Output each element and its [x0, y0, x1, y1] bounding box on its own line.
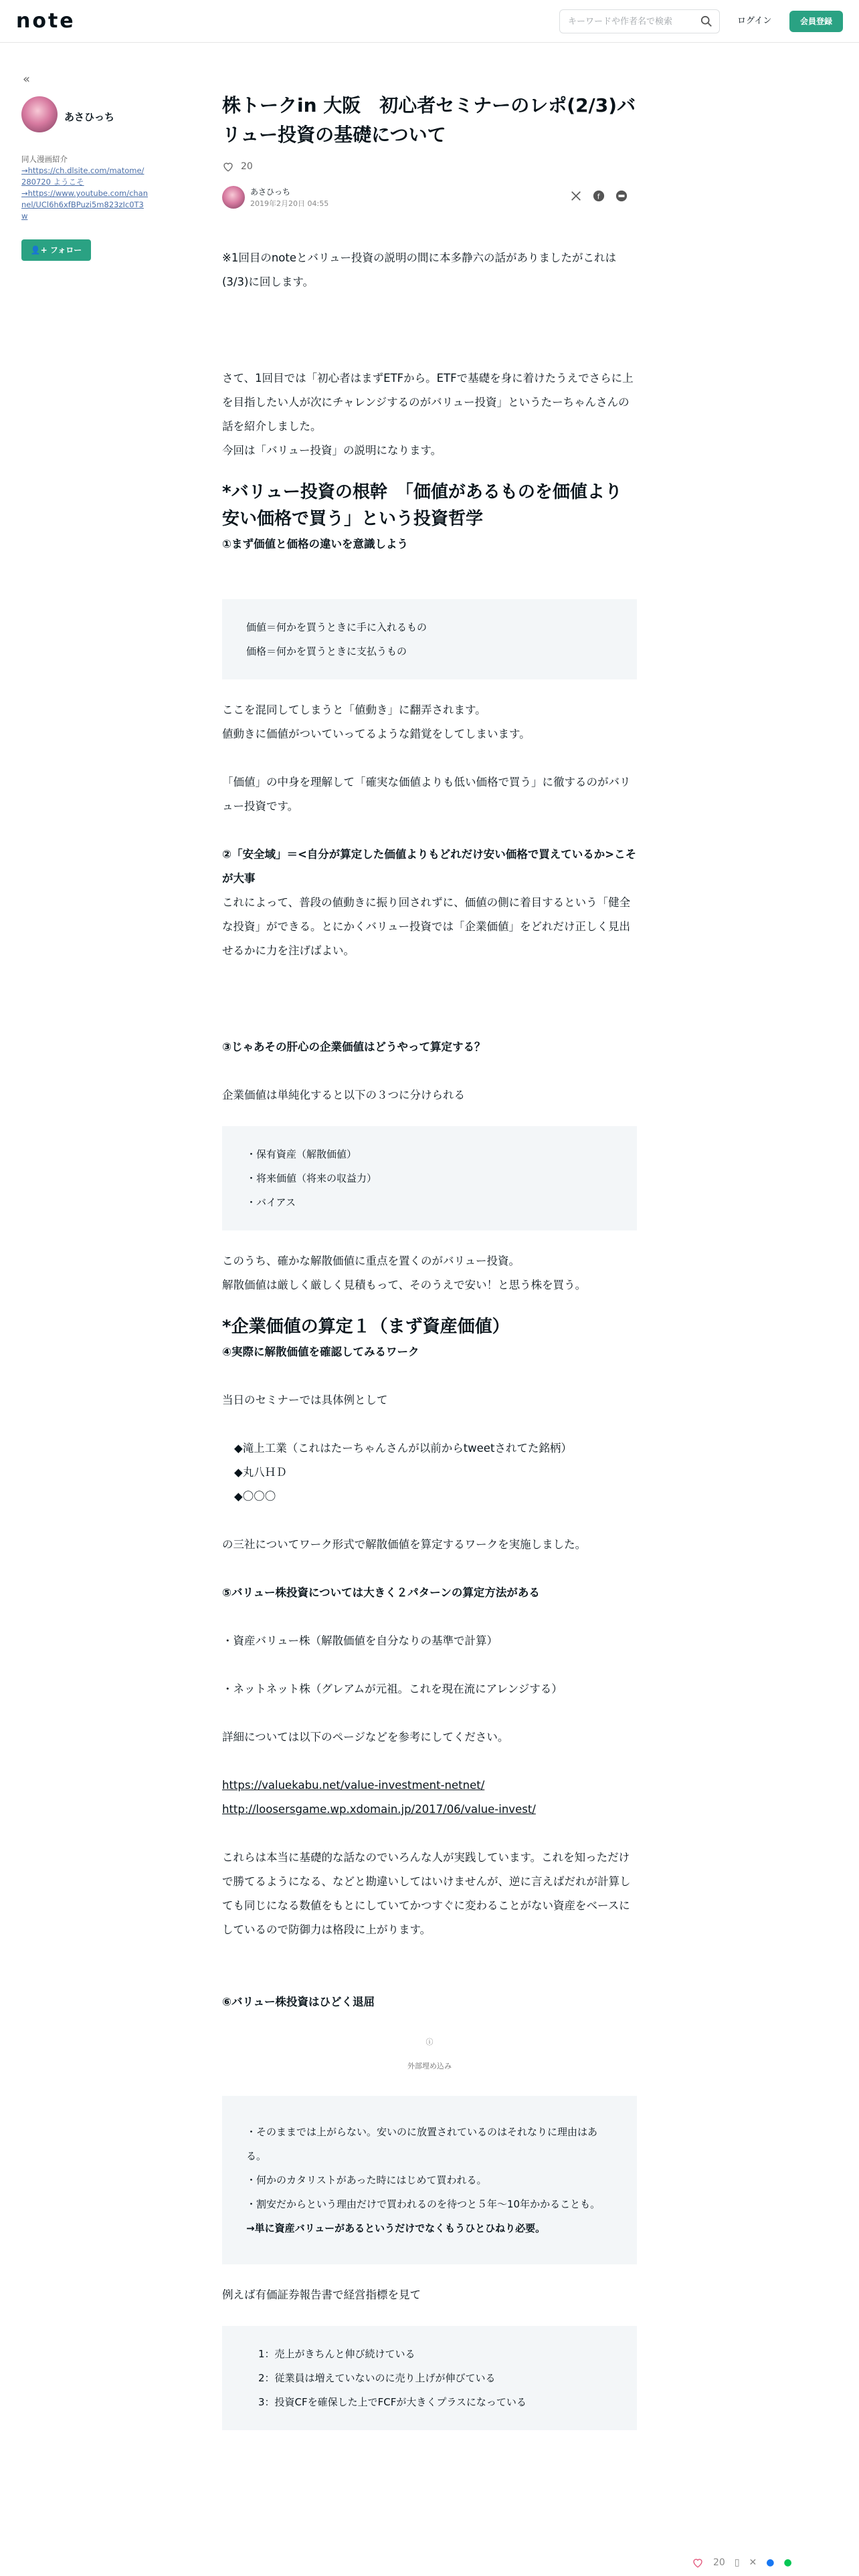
add-user-icon: 👤+ — [30, 245, 47, 255]
article — [222, 91, 637, 2449]
heart-icon[interactable] — [222, 160, 234, 173]
paragraph: これによって、普段の値動きに振り回されずに、価値の側に着目するという「健全な投資」ができる。とにかくバリュー投資では「企業価値」をどれだけ正しく見出せるかに力を注げばよい。 — [222, 896, 631, 957]
author-name[interactable]: あさひっち — [250, 187, 291, 197]
subheading: ⑥バリュー株投資はひどく退屈 — [222, 1996, 375, 2008]
external-link[interactable]: http://loosersgame.wp.xdomain.jp/2017/06/value-invest/ — [222, 1803, 536, 1816]
paragraph: これらは本当に基礎的な話なのでいろんな人が実践しています。これを知っただけで勝てるようになる、などと勘違いしてはいけませんが、逆に言えばだれが計算しても同じになる数値をもとにしていてかつすぐに変わることがない資産をベースにしているので防御力は格段に上がります。 — [222, 1851, 631, 1936]
list-item: ◆丸八ＨＤ — [234, 1466, 287, 1479]
quote-line: ・割安だからという理由だけで買われるのを待つと５年〜10年かかることも。 — [246, 2198, 601, 2210]
heart-icon[interactable] — [692, 2557, 704, 2569]
like-count: 20 — [241, 161, 253, 172]
paragraph: さて、1回目では「初心者はまずETFから。ETFで基礎を身に着けたうえでさらに上を目指したい人が次にチャレンジするのがバリュー投資」というたーちゃんさんの話を紹介しました。 — [222, 372, 634, 433]
external-link[interactable]: https://valuekabu.net/value-investment-netnet/ — [222, 1779, 485, 1792]
blockquote — [222, 2096, 637, 2264]
follow-label: フォロー — [50, 245, 82, 255]
embed-placeholder[interactable] — [222, 2030, 637, 2077]
info-icon: ⓘ — [425, 2038, 434, 2046]
login-button[interactable]: ログイン — [737, 16, 772, 26]
subheading: ①まず価値と価格の違いを意識しよう — [222, 538, 408, 550]
list-item: ◆〇〇〇 — [234, 1490, 276, 1503]
author-avatar[interactable] — [222, 186, 245, 209]
search-icon[interactable] — [700, 15, 712, 27]
list-item: ・将来価値（将来の収益力） — [246, 1172, 377, 1184]
list-item: ・保有資産（解散価値） — [246, 1148, 357, 1160]
paragraph: 「価値」の中身を理解して「確実な価値よりも低い価格で買う」に徹するのがバリュー投資です。 — [222, 776, 631, 813]
page-title: 株トークin 大阪 初心者セミナーのレポ(2/3)バリュー投資の基礎について — [222, 94, 636, 146]
line-share-icon[interactable]: ● — [783, 2557, 792, 2568]
paragraph: 当日のセミナーでは具体例として — [222, 1394, 388, 1406]
list-item: 2：従業員は増えていないのに売り上げが伸びている — [258, 2372, 496, 2384]
quote-line: 価値＝何かを買うときに手に入れるもの — [246, 621, 427, 633]
subheading: ④実際に解散価値を確認してみるワーク — [222, 1346, 419, 1358]
paragraph: 詳細については以下のページなどを参考にしてください。 — [222, 1731, 509, 1743]
svg-text:f: f — [597, 192, 600, 201]
paragraph: 解散価値は厳しく厳しく見積もって、そのうえで安い！と思う株を買う。 — [222, 1279, 587, 1291]
embed-label: 外部埋め込み — [407, 2062, 452, 2070]
bio-link-youtube[interactable]: →https://www.youtube.com/channel/UCl6h6xfBPuzi5m823zIc0T3w — [21, 189, 149, 221]
list-item: ・バイアス — [246, 1196, 296, 1208]
quote-line: 価格＝何かを買うときに支払うもの — [246, 645, 407, 657]
quote-line: →単に資産バリューがあるというだけでなくもうひとひねり必要。 — [246, 2222, 546, 2234]
paragraph: 今回は「バリュー投資」の説明になります。 — [222, 444, 442, 457]
subheading: ③じゃあその肝心の企業価値はどうやって算定する？ — [222, 1041, 486, 1053]
like-row — [222, 159, 637, 174]
x-share-icon[interactable]: ✕ — [749, 2557, 757, 2568]
subheading: ⑤バリュー株投資については大きく２パターンの算定方法がある — [222, 1586, 540, 1599]
paragraph: の三社についてワーク形式で解散価値を算定するワークを実施しました。 — [222, 1538, 587, 1551]
bio-link-dlsite[interactable]: →https://ch.dlsite.com/matome/280720 ようこそ — [21, 166, 145, 187]
paragraph: このうち、確かな解散価値に重点を置くのがバリュー投資。 — [222, 1255, 520, 1267]
like-count: 20 — [713, 2557, 725, 2568]
author-row — [222, 186, 637, 213]
author-bio — [21, 154, 149, 222]
paragraph: ここを混同してしまうと「値動き」に翻弄されます。 — [222, 704, 486, 716]
paragraph: ・ネットネット株（グレアムが元祖。これを現在流にアレンジする） — [222, 1683, 563, 1695]
article-body — [222, 246, 637, 2430]
section-heading: *バリュー投資の根幹 「価値があるものを価値より安い価格で買う」という投資哲学 — [222, 482, 622, 529]
sidebar-author-name[interactable]: あさひっち — [64, 111, 115, 123]
publish-date: 2019年2月20日 04:55 — [250, 199, 329, 208]
search-box[interactable] — [559, 9, 720, 33]
line-share-icon[interactable] — [615, 190, 628, 202]
quote-line: ・何かのカタリストがあった時にはじめて買われる。 — [246, 2174, 487, 2186]
section-heading: *企業価値の算定１（まず資産価値） — [222, 1317, 510, 1337]
paragraph: 例えば有価証券報告書で経営指標を見て — [222, 2288, 421, 2301]
facebook-share-icon[interactable]: ● — [766, 2557, 775, 2568]
list-item: ◆滝上工業（これはたーちゃんさんが以前からtweetされてた銘柄） — [234, 1442, 572, 1455]
site-header — [0, 0, 859, 43]
paragraph: 企業価値は単純化すると以下の３つに分けられる — [222, 1089, 465, 1101]
paragraph: ※1回目のnoteとバリュー投資の説明の間に本多静六の話がありましたがこれは(3/3)に回します。 — [222, 251, 617, 288]
avatar[interactable] — [21, 96, 58, 132]
magazine-icon[interactable]: ▯ — [734, 2557, 740, 2568]
blockquote — [222, 599, 637, 679]
collapse-sidebar-icon[interactable]: « — [23, 72, 31, 86]
search-input[interactable] — [560, 10, 694, 33]
note-logo[interactable]: note — [16, 9, 76, 33]
signup-button[interactable]: 会員登録 — [789, 11, 843, 32]
blockquote — [222, 1126, 637, 1230]
paragraph: 値動きに価値がついていってるような錯覚をしてしまいます。 — [222, 728, 531, 740]
follow-button[interactable] — [21, 239, 91, 261]
bio-line: 同人漫画紹介 — [21, 154, 68, 164]
x-share-icon[interactable] — [570, 190, 582, 202]
list-item: 3：投資CFを確保した上でFCFが大きくプラスになっている — [258, 2396, 527, 2408]
bottom-action-bar — [692, 2549, 859, 2576]
subheading: ②「安全域」＝<自分が算定した価値よりもどれだけ安い価格で買えているか>こそが大事 — [222, 848, 637, 885]
list-item: 1：売上がきちんと伸び続けている — [258, 2348, 415, 2360]
blockquote — [222, 2326, 637, 2430]
quote-line: ・そのままでは上がらない。安いのに放置されているのはそれなりに理由はある。 — [246, 2126, 598, 2162]
facebook-share-icon[interactable] — [593, 190, 605, 202]
paragraph: ・資産バリュー株（解散価値を自分なりの基準で計算） — [222, 1634, 498, 1647]
